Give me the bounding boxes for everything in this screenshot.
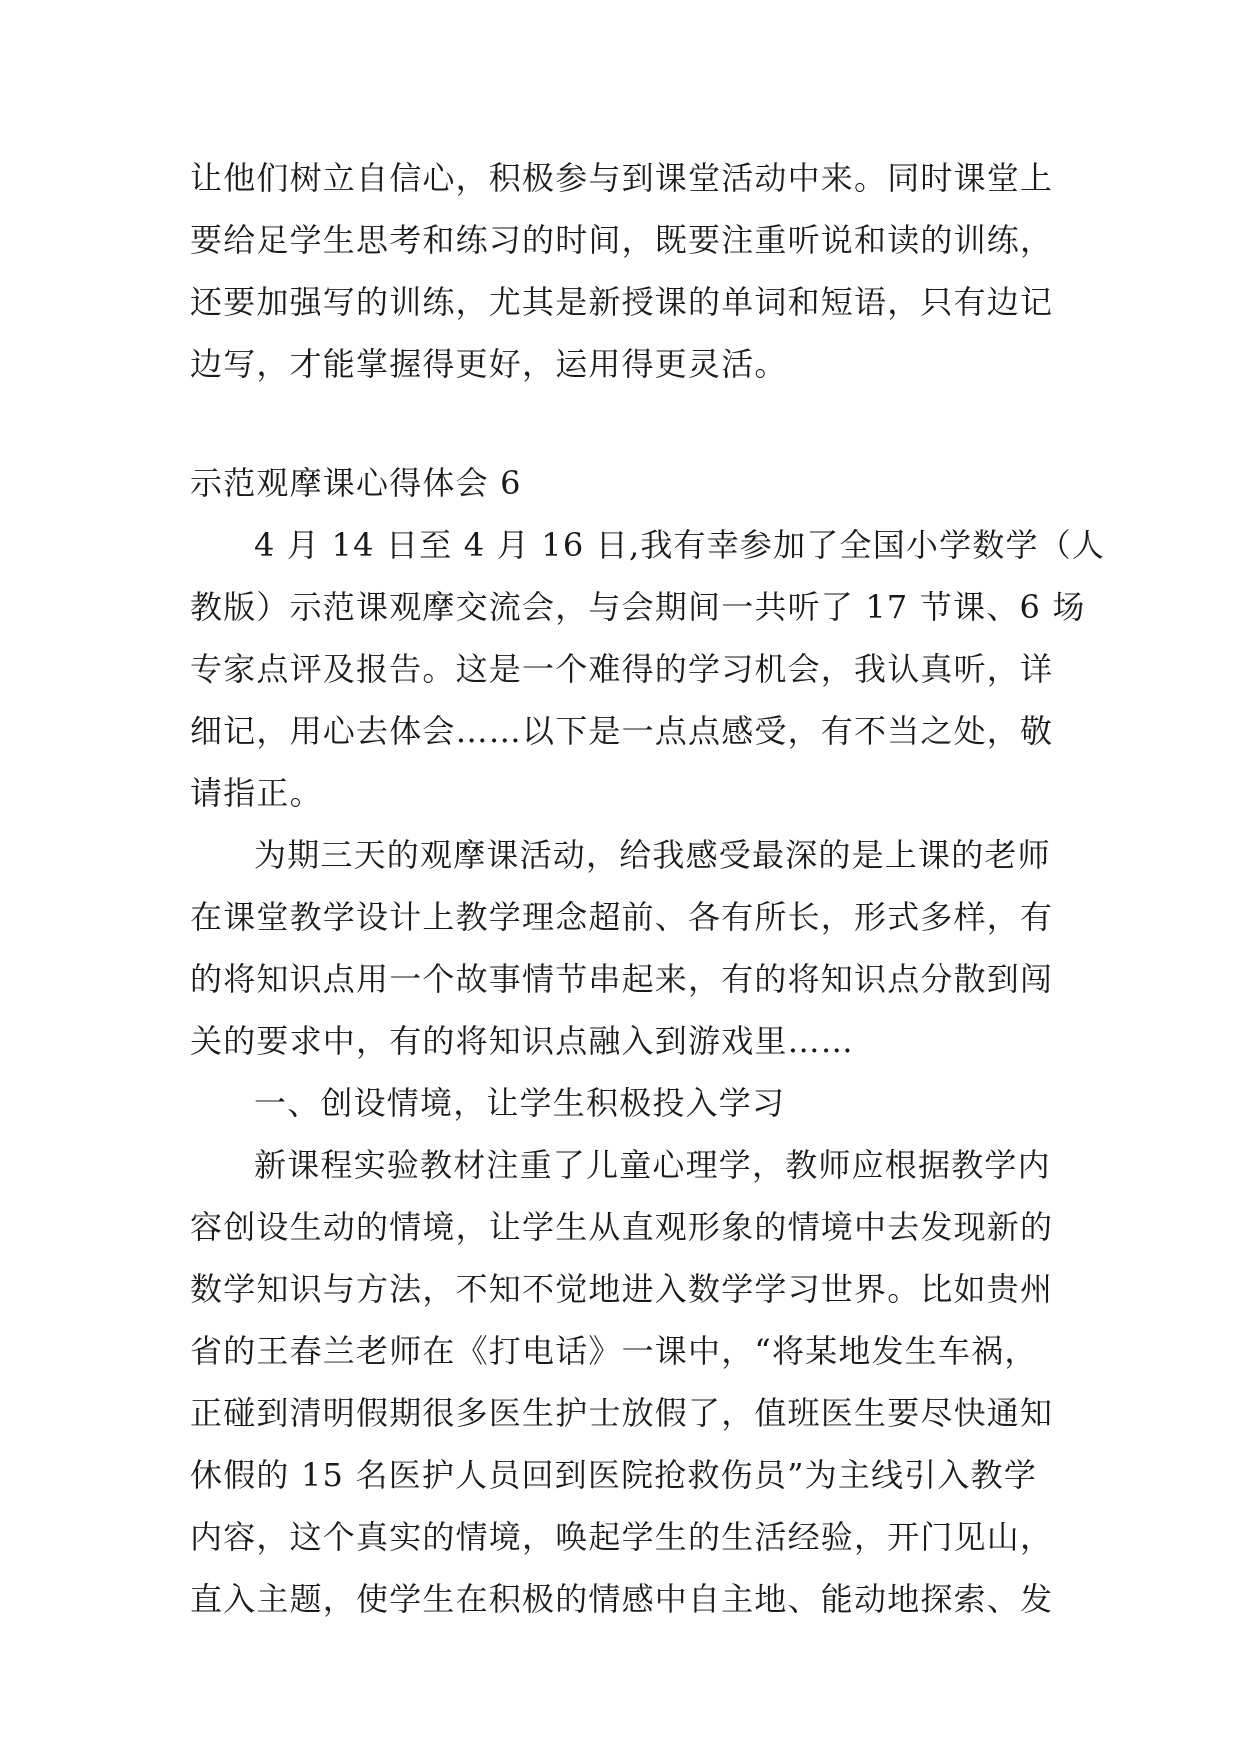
paragraph-line: 新课程实验教材注重了儿童心理学，教师应根据教学内 <box>254 1146 1051 1184</box>
paragraph-line: 让他们树立自信心，积极参与到课堂活动中来。同时课堂上 <box>190 159 1054 197</box>
paragraph-line: 为期三天的观摩课活动，给我感受最深的是上课的老师 <box>254 836 1051 874</box>
subsection-heading: 一、创设情境，让学生积极投入学习 <box>254 1084 786 1122</box>
paragraph-line: 数学知识与方法，不知不觉地进入数学学习世界。比如贵州 <box>190 1270 1054 1308</box>
paragraph-line: 容创设生动的情境，让学生从直观形象的情境中去发现新的 <box>190 1208 1054 1246</box>
paragraph-line: 细记，用心去体会……以下是一点点感受，有不当之处，敬 <box>190 712 1054 750</box>
paragraph-line: 关的要求中，有的将知识点融入到游戏里…… <box>190 1022 855 1060</box>
paragraph-line: 省的王春兰老师在《打电话》一课中，“将某地发生车祸， <box>190 1332 1038 1370</box>
paragraph-line: 请指正。 <box>190 774 323 812</box>
paragraph-line: 的将知识点用一个故事情节串起来，有的将知识点分散到闯 <box>190 960 1054 998</box>
section-heading: 示范观摩课心得体会 6 <box>190 464 522 502</box>
paragraph-line: 内容，这个真实的情境，唤起学生的生活经验，开门见山， <box>190 1518 1054 1556</box>
paragraph-line: 专家点评及报告。这是一个难得的学习机会，我认真听，详 <box>190 650 1054 688</box>
paragraph-line: 要给足学生思考和练习的时间，既要注重听说和读的训练， <box>190 221 1054 259</box>
paragraph-line: 在课堂教学设计上教学理念超前、各有所长，形式多样，有 <box>190 898 1054 936</box>
paragraph-line: 正碰到清明假期很多医生护士放假了，值班医生要尽快通知 <box>190 1394 1054 1432</box>
paragraph-line: 教版）示范课观摩交流会，与会期间一共听了 17 节课、6 场 <box>190 588 1086 626</box>
paragraph-line: 直入主题，使学生在积极的情感中自主地、能动地探索、发 <box>190 1580 1054 1618</box>
paragraph-line: 休假的 15 名医护人员回到医院抢救伤员”为主线引入教学 <box>190 1456 1038 1494</box>
paragraph-line: 还要加强写的训练，尤其是新授课的单词和短语，只有边记 <box>190 283 1054 321</box>
paragraph-line: 边写，才能掌握得更好，运用得更灵活。 <box>190 345 788 383</box>
paragraph-line: 4 月 14 日至 4 月 16 日,我有幸参加了全国小学数学（人 <box>254 526 1106 564</box>
